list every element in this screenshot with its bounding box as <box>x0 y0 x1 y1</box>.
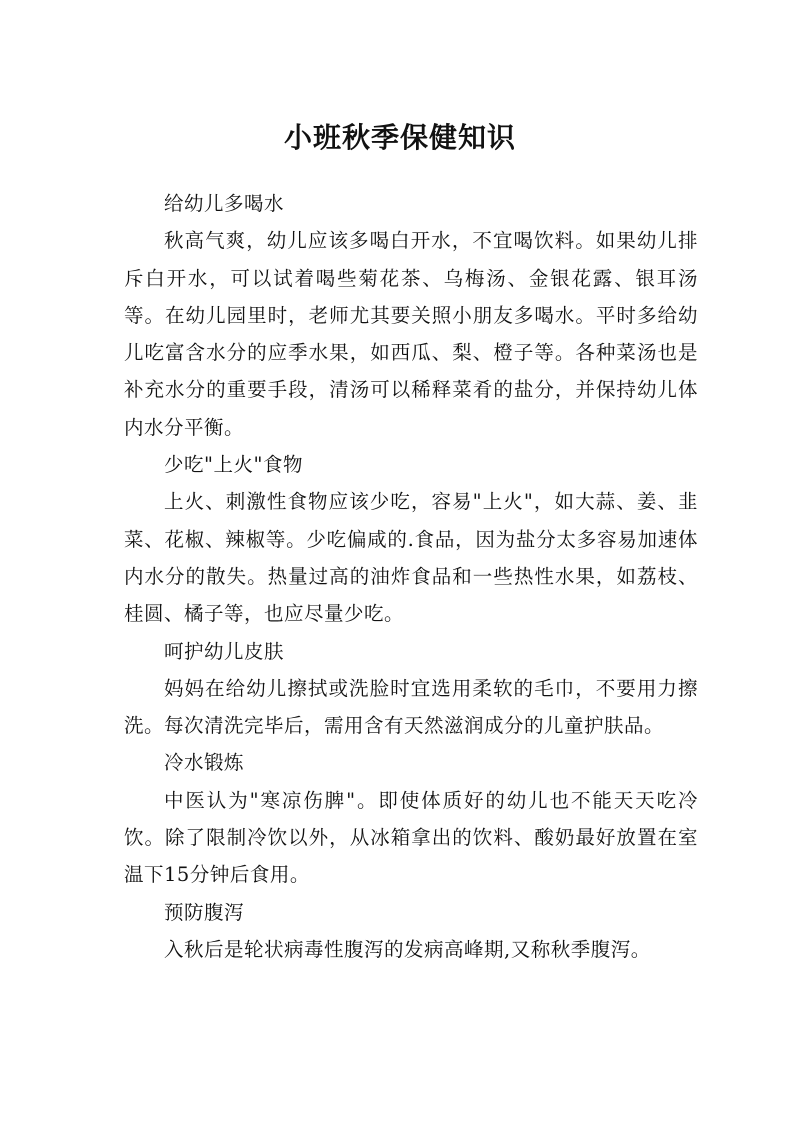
document-body <box>124 185 698 968</box>
section-body-diarrhea: 入秋后是轮状病毒性腹泻的发病高峰期,又称秋季腹泻。 <box>164 937 651 961</box>
section-heading-drink-water: 给幼儿多喝水 <box>164 192 285 215</box>
section-body-drink-water: 秋高气爽，幼儿应该多喝白开水，不宜喝饮料。如果幼儿排斥白开水，可以试着喝些菊花茶、乌梅汤、金银花露、银耳汤等。在幼儿园里时，老师尤其要关照小朋友多喝水。平时多给幼儿吃富含水分的应季水果，如西瓜、梨、橙子等。各种菜汤也是补充水分的重要手段，清汤可以稀释菜肴的盐分，并保持幼儿体内水分平衡。 <box>124 229 698 439</box>
section-heading-avoid-heaty-food: 少吃"上火"食物 <box>164 453 303 477</box>
section-body-skin-care: 妈妈在给幼儿擦拭或洗脸时宜选用柔软的毛巾，不要用力擦洗。每次清洗完毕后，需用含有天然滋润成分的儿童护肤品。 <box>124 676 698 738</box>
section-body-avoid-heaty-food: 上火、刺激性食物应该少吃，容易"上火"，如大蒜、姜、韭菜、花椒、辣椒等。少吃偏咸的.食品，因为盐分太多容易加速体内水分的散失。热量过高的油炸食品和一些热性水果，如荔枝、桂圆、橘子等，也应尽量少吃。 <box>124 490 698 626</box>
section-heading-cold-water: 冷水锻炼 <box>164 751 245 775</box>
section-body-cold-water: 中医认为"寒凉伤脾"。即使体质好的幼儿也不能天天吃冷饮。除了限制冷饮以外，从冰箱拿出的饮料、酸奶最好放置在室温下15分钟后食用。 <box>124 788 698 887</box>
document-title: 小班秋季保健知识 <box>283 120 516 154</box>
section-heading-skin-care: 呵护幼儿皮肤 <box>164 639 285 663</box>
section-heading-diarrhea: 预防腹泻 <box>164 900 245 924</box>
